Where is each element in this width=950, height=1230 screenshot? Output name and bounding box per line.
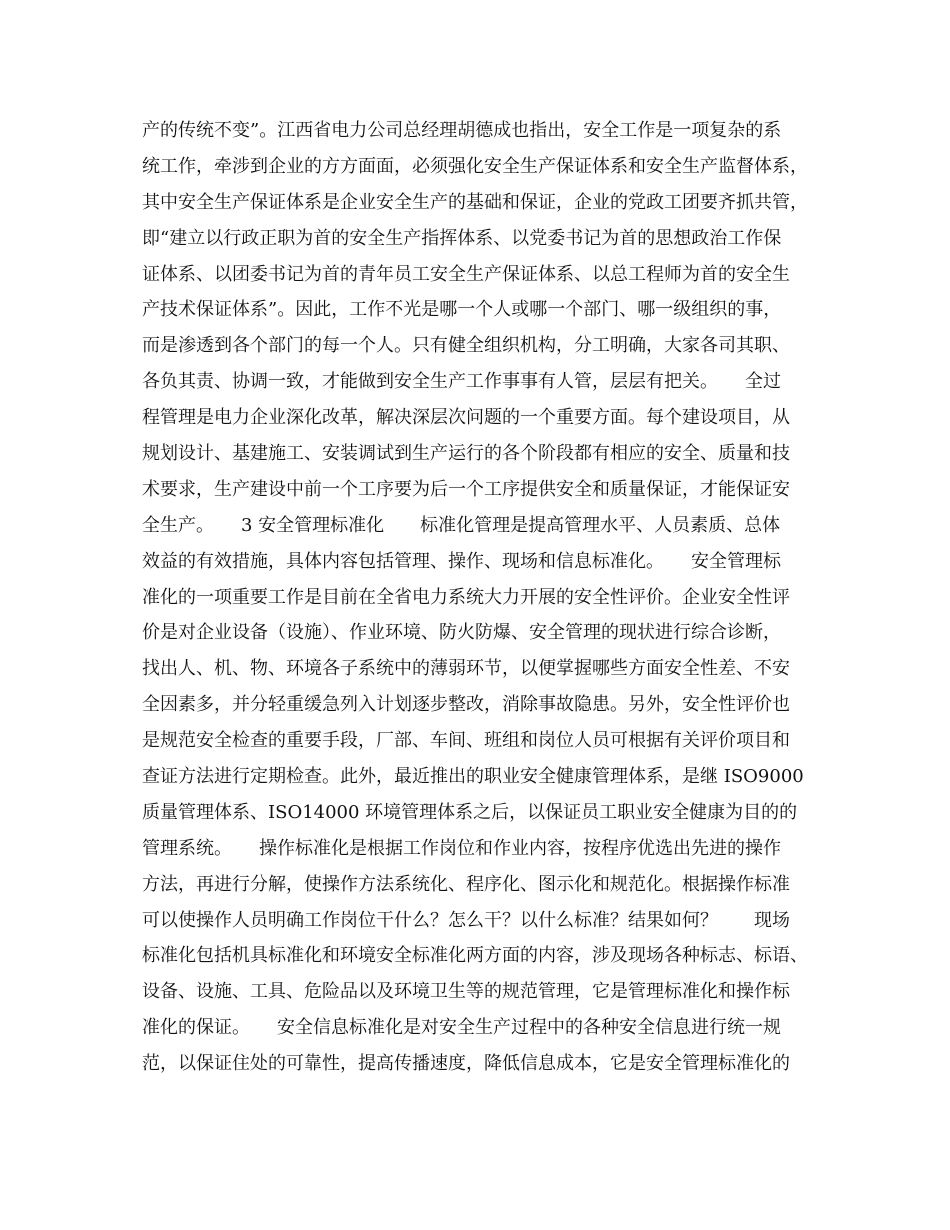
text-line: 各负其责、协调一致，才能做到安全生产工作事事有人管，层层有把关。 全过 bbox=[142, 371, 781, 393]
text-line: 产技术保证体系”。因此，工作不光是哪一个人或哪一个部门、哪一级组织的事， bbox=[142, 299, 782, 321]
text-line: 全因素多，并分轻重缓急列入计划逐步整改，消除事故隐患。另外，安全性评价也 bbox=[142, 694, 790, 716]
text-line: 其中安全生产保证体系是企业安全生产的基础和保证，企业的党政工团要齐抓共管， bbox=[142, 191, 808, 213]
text-line: 是规范安全检查的重要手段，厂部、车间、班组和岗位人员可根据有关评价项目和 bbox=[142, 730, 790, 752]
text-line: 而是渗透到各个部门的每一个人。只有健全组织机构，分工明确，大家各司其职、 bbox=[142, 335, 790, 357]
text-line: 效益的有效措施，具体内容包括管理、操作、现场和信息标准化。 安全管理标 bbox=[142, 550, 781, 572]
text-line: 程管理是电力企业深化改革，解决深层次问题的一个重要方面。每个建设项目，从 bbox=[142, 407, 790, 429]
text-line: 质量管理体系、ISO14000 环境管理体系之后，以保证员工职业安全健康为目的的 bbox=[142, 801, 798, 823]
text-line: 查证方法进行定期检查。此外，最近推出的职业安全健康管理体系，是继 ISO9000 bbox=[142, 766, 804, 788]
text-line: 即“建立以行政正职为首的安全生产指挥体系、以党委书记为首的思想政治工作保 bbox=[142, 227, 782, 249]
text-line: 可以使操作人员明确工作岗位干什么？怎么干？以什么标准？结果如何？ 现场 bbox=[142, 909, 790, 931]
text-line: 管理系统。 操作标准化是根据工作岗位和作业内容，按程序优选出先进的操作 bbox=[142, 837, 781, 859]
text-line: 价是对企业设备（设施）、作业环境、防火防爆、安全管理的现状进行综合诊断， bbox=[142, 622, 781, 644]
text-line: 统工作，牵涉到企业的方方面面，必须强化安全生产保证体系和安全生产监督体系， bbox=[142, 155, 808, 177]
text-line: 准化的一项重要工作是目前在全省电力系统大力开展的安全性评价。企业安全性评 bbox=[142, 586, 790, 608]
text-line: 方法，再进行分解，使操作方法系统化、程序化、图示化和规范化。根据操作标准 bbox=[142, 873, 790, 895]
text-line: 准化的保证。 安全信息标准化是对安全生产过程中的各种安全信息进行统一规 bbox=[142, 1017, 781, 1039]
text-line: 找出人、机、物、环境各子系统中的薄弱环节，以便掌握哪些方面安全性差、不安 bbox=[142, 658, 790, 680]
text-line: 全生产。 3 安全管理标准化 标准化管理是提高管理水平、人员素质、总体 bbox=[142, 514, 781, 536]
text-line: 证体系、以团委书记为首的青年员工安全生产保证体系、以总工程师为首的安全生 bbox=[142, 263, 790, 285]
text-line: 规划设计、基建施工、安装调试到生产运行的各个阶段都有相应的安全、质量和技 bbox=[142, 443, 790, 465]
text-line: 范，以保证住处的可靠性，提高传播速度，降低信息成本，它是安全管理标准化的 bbox=[142, 1053, 790, 1075]
body-text bbox=[142, 113, 832, 1082]
text-line: 术要求，生产建设中前一个工序要为后一个工序提供安全和质量保证，才能保证安 bbox=[142, 478, 790, 500]
text-line: 设备、设施、工具、危险品以及环境卫生等的规范管理，它是管理标准化和操作标 bbox=[142, 981, 790, 1003]
text-line: 产的传统不变”。江西省电力公司总经理胡德成也指出，安全工作是一项复杂的系 bbox=[142, 120, 782, 141]
text-line: 标准化包括机具标准化和环境安全标准化两方面的内容，涉及现场各种标志、标语、 bbox=[142, 945, 808, 967]
